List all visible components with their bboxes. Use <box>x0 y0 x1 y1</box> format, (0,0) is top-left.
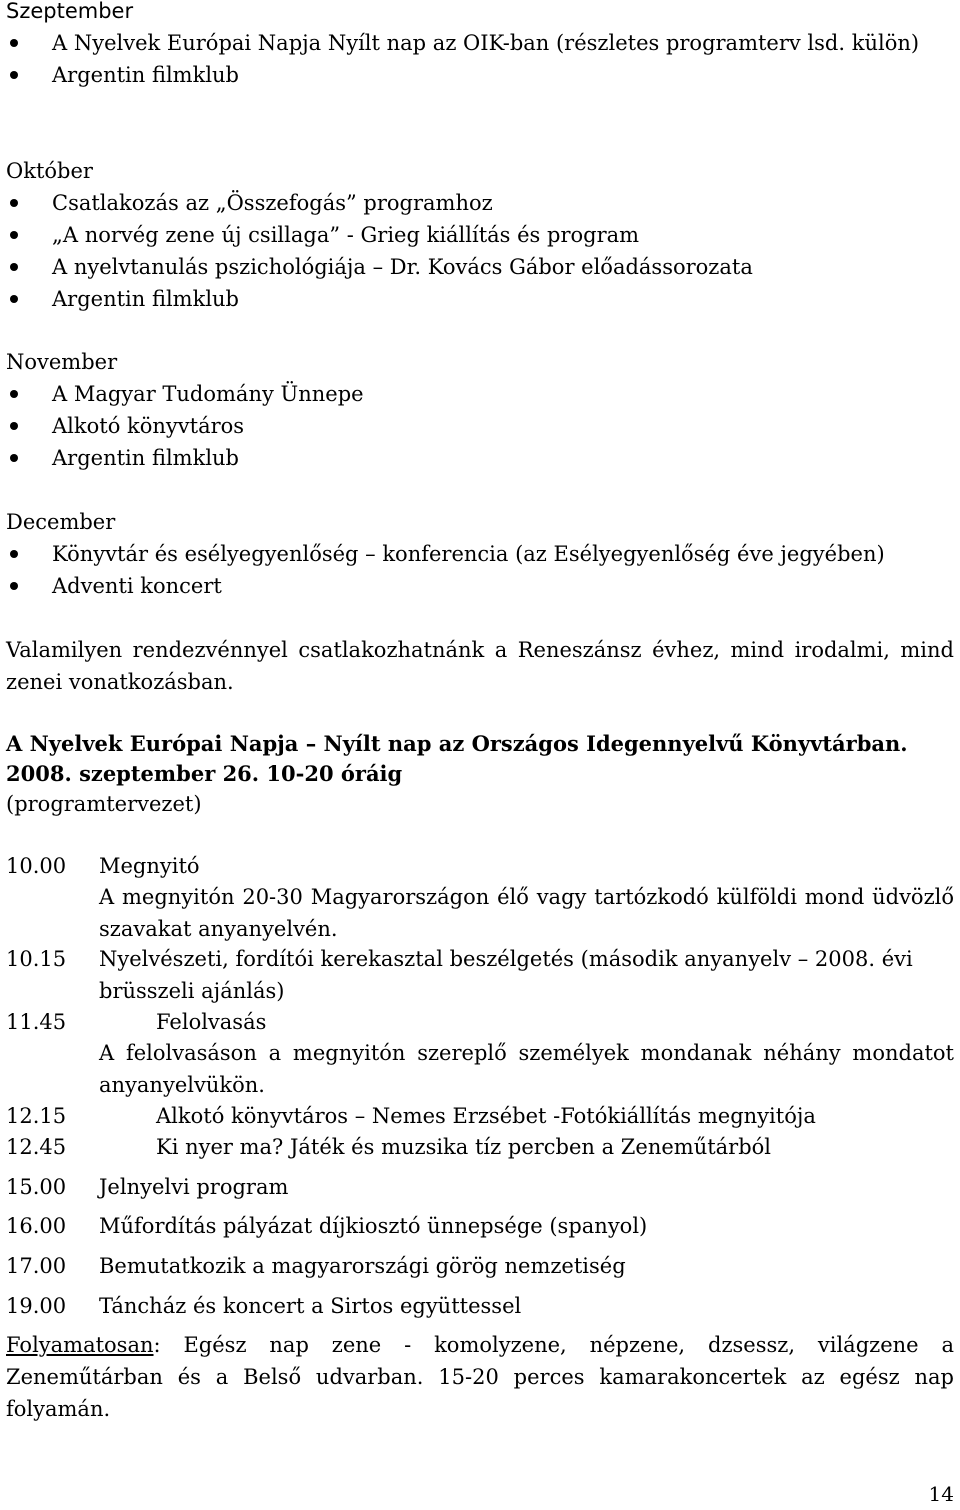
schedule-title: Műfordítás pályázat díjkiosztó ünnepsége (spanyol) <box>99 1214 648 1238</box>
schedule-time: 12.15 <box>6 1104 67 1128</box>
schedule-title: Táncház és koncert a Sirtos együttessel <box>99 1294 522 1318</box>
renaissance-paragraph: Valamilyen rendezvénnyel csatlakozhatnánk a Reneszánsz évhez, mind irodalmi, mind zenei vonatkozásban. <box>6 638 954 694</box>
month-heading-october: Október <box>6 159 93 183</box>
december-list <box>0 538 960 602</box>
october-list <box>0 187 960 315</box>
event-title: A Nyelvek Európai Napja – Nyílt nap az Országos Idegennyelvű Könyvtárban. <box>6 731 908 756</box>
list-item: Adventi koncert <box>0 570 960 602</box>
november-list <box>0 378 960 474</box>
continuous-paragraph <box>6 1329 954 1425</box>
list-item: Argentin filmklub <box>0 59 960 91</box>
schedule-time: 10.15 <box>6 947 67 971</box>
schedule-time: 17.00 <box>6 1254 67 1278</box>
event-date: 2008. szeptember 26. 10-20 óráig <box>6 761 403 786</box>
schedule-time: 10.00 <box>6 854 67 878</box>
schedule-time: 19.00 <box>6 1294 67 1318</box>
schedule-title: Megnyitó <box>99 854 200 878</box>
schedule-time: 16.00 <box>6 1214 67 1238</box>
list-item: A Magyar Tudomány Ünnepe <box>0 378 960 410</box>
list-item: A nyelvtanulás pszichológiája – Dr. Kovács Gábor előadássorozata <box>0 251 960 283</box>
schedule-time: 11.45 <box>6 1010 67 1034</box>
schedule-description: A megnyitón 20-30 Magyarországon élő vagy tartózkodó külföldi mond üdvözlő szavakat anyanyelvén. <box>99 885 954 941</box>
list-item: Argentin filmklub <box>0 442 960 474</box>
month-heading-november: November <box>6 350 118 374</box>
schedule-title: Alkotó könyvtáros – Nemes Erzsébet -Fotókiállítás megnyitója <box>156 1104 816 1128</box>
list-item: Alkotó könyvtáros <box>0 410 960 442</box>
list-item: „A norvég zene új csillaga” - Grieg kiállítás és program <box>0 219 960 251</box>
september-list <box>0 27 960 91</box>
event-subtitle: (programtervezet) <box>6 792 202 816</box>
schedule-time: 12.45 <box>6 1135 67 1159</box>
month-heading-december: December <box>6 510 116 534</box>
page-number: 14 <box>928 1482 954 1506</box>
continuous-text: : Egész nap zene - komolyzene, népzene, dzsessz, világzene a Zeneműtárban és a Belső udvarban. 15-20 perces kamarakoncertek az egész nap folyamán. <box>6 1333 954 1421</box>
schedule-title: Ki nyer ma? Játék és muzsika tíz percben a Zeneműtárból <box>156 1135 772 1159</box>
list-item: A Nyelvek Európai Napja Nyílt nap az OIK-ban (részletes programterv lsd. külön) <box>0 27 960 59</box>
list-item: Könyvtár és esélyegyenlőség – konferencia (az Esélyegyenlőség éve jegyében) <box>0 538 960 570</box>
schedule-time: 15.00 <box>6 1175 67 1199</box>
month-heading-september: Szeptember <box>6 0 134 23</box>
schedule-title: Nyelvészeti, fordítói kerekasztal beszélgetés (második anyanyelv – 2008. évi brüsszeli ajánlás) <box>99 947 913 1003</box>
list-item: Csatlakozás az „Összefogás” programhoz <box>0 187 960 219</box>
schedule-title: Felolvasás <box>156 1010 267 1034</box>
continuous-label: Folyamatosan <box>6 1333 154 1357</box>
list-item: Argentin filmklub <box>0 283 960 315</box>
schedule-title: Jelnyelvi program <box>99 1175 289 1199</box>
schedule-description: A felolvasáson a megnyitón szereplő személyek mondanak néhány mondatot anyanyelvükön. <box>99 1041 954 1097</box>
schedule-title: Bemutatkozik a magyarországi görög nemzetiség <box>99 1254 626 1278</box>
